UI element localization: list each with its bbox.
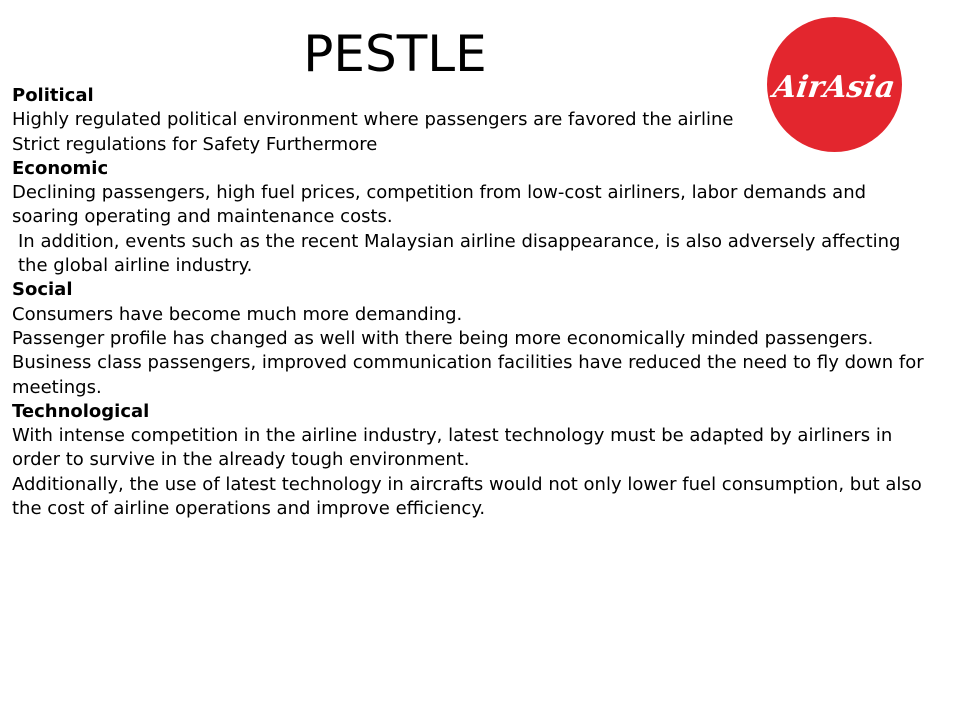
economic-line-2: In addition, events such as the recent Malaysian airline disappearance, is also adversely affecting the global airline industry. [18, 230, 901, 277]
section-heading-economic: Economic [12, 157, 109, 179]
social-line-3: Business class passengers, improved communication facilities have reduced the need to fly down for meetings. [12, 352, 924, 398]
technological-line-1: With intense competition in the airline industry, latest technology must be adapted by airliners in order to survive in the already tough environment. [12, 425, 893, 471]
political-line-1: Highly regulated political environment where passengers are favored the airline [12, 109, 734, 131]
technological-line-2: Additionally, the use of latest technology in aircrafts would not only lower fuel consumption, but also the cost of airline operations and improve efficiency. [12, 473, 922, 520]
social-line-1: Consumers have become much more demanding. [12, 303, 463, 325]
slide-title: PESTLE [303, 25, 487, 83]
economic-line-1: Declining passengers, high fuel prices, competition from low-cost airliners, labor demands and soaring operating and maintenance costs. [12, 182, 867, 228]
section-heading-social: Social [12, 279, 73, 301]
social-line-2: Passenger profile has changed as well with there being more economically minded passengers. [12, 327, 874, 349]
political-line-2: Strict regulations for Safety Furthermore [12, 133, 378, 155]
logo-text: AirAsia [770, 70, 898, 105]
pestle-content [12, 84, 932, 521]
section-heading-political: Political [12, 85, 94, 106]
section-heading-technological: Technological [12, 400, 150, 422]
